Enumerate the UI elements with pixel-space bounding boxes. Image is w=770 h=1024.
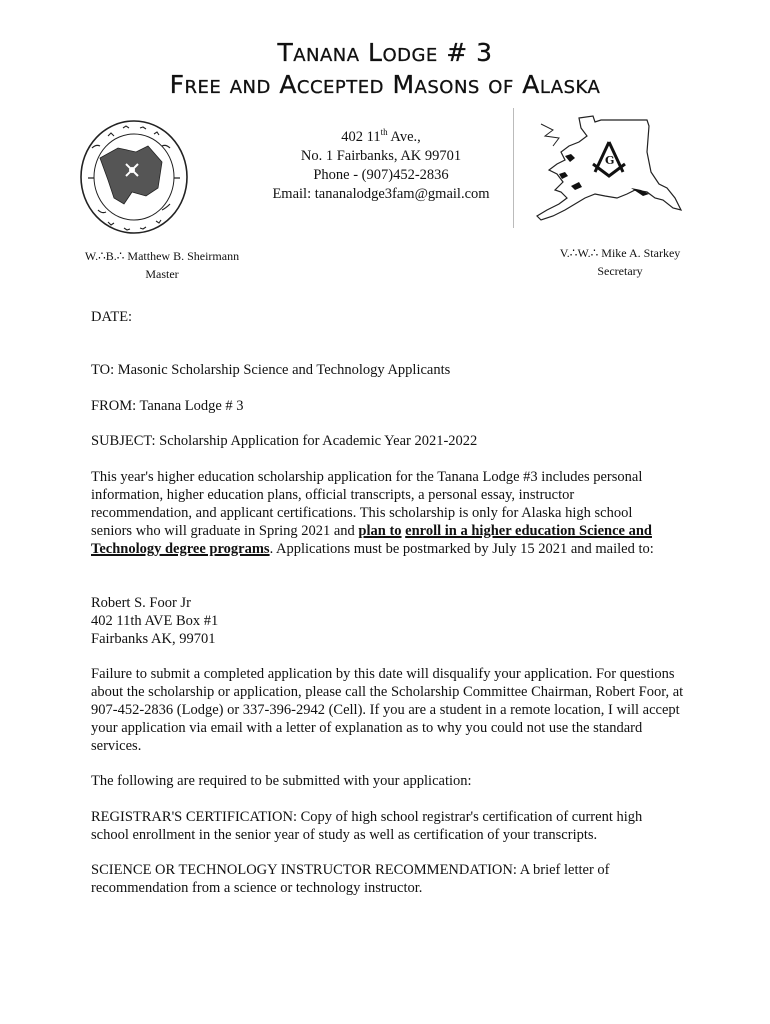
memo-to: TO: Masonic Scholarship Science and Technology Applicants [91, 362, 451, 378]
officer-secretary-name: V.∴W.∴ Mike A. Starkey [559, 246, 681, 260]
mail-name: Robert S. Foor Jr [91, 595, 191, 611]
svg-text:G: G [605, 154, 615, 167]
paragraph-requirements-intro: The following are required to be submitted with your application: [91, 773, 472, 789]
memo-subject: SUBJECT: Scholarship Application for Academic Year 2021-2022 [91, 433, 478, 449]
paragraph-failure: Failure to submit a completed application by this date will disqualify your application. For questions about the scholarship or application, please call the Scholarship Committee Chairman, Robert Foor, at 907-452-2836 (Lodge) or 337-396-2942 (Cell). If you are a student in a remote location, I will accept your application via email with a letter of explanation as to why you could not use the standard services. [91, 666, 684, 754]
mail-city: Fairbanks AK, 99701 [91, 631, 216, 647]
officer-secretary-title: Secretary [597, 264, 643, 278]
address-city: No. 1 Fairbanks, AK 99701 [300, 148, 462, 164]
alaska-map-square-compass-logo [535, 112, 683, 224]
lodge-title: Tanana Lodge # 3 [277, 38, 493, 67]
officer-secretary [540, 244, 700, 280]
address-phone: Phone - (907)452-2836 [313, 167, 449, 183]
memo-from: FROM: Tanana Lodge # 3 [91, 398, 244, 414]
lodge-subtitle: Free and Accepted Masons of Alaska [169, 70, 601, 99]
address-street: 402 11th Ave., [341, 127, 421, 145]
officer-master [72, 247, 252, 283]
officer-master-name: W.∴B.∴ Matthew B. Sheirmann [84, 249, 240, 263]
paragraph-registrar: REGISTRAR'S CERTIFICATION: Copy of high school registrar's certification of current high school enrollment in the senior year of study as well as certification of your transcripts. [91, 809, 643, 843]
paragraph-intro: This year's higher education scholarship application for the Tanana Lodge #3 includes personal information, higher education plans, official transcripts, a personal essay, instructor recommendation, and applicant certifications. This scholarship is only for Alaska high school seniors who will graduate in Spring 2021 and plan to enroll in a higher education Science and Technology degree programs. Applications must be postmarked by July 15 2021 and mailed to: [91, 469, 654, 557]
lodge-seal-logo [78, 118, 190, 236]
address-email: Email: tananalodge3fam@gmail.com [272, 186, 490, 202]
divider-line [513, 108, 514, 228]
emphasis-plan-to: plan to [358, 523, 402, 539]
mailing-address [91, 594, 691, 648]
emphasis-enroll: enroll in a higher education Science and Technology degree programs [91, 523, 652, 557]
paragraph-instructor: SCIENCE OR TECHNOLOGY INSTRUCTOR RECOMMENDATION: A brief letter of recommendation from a science or technology instructor. [91, 862, 610, 896]
memo-date: DATE: [91, 309, 133, 325]
lodge-address [240, 128, 522, 204]
mail-street: 402 11th AVE Box #1 [91, 613, 219, 629]
officer-master-title: Master [145, 267, 179, 281]
